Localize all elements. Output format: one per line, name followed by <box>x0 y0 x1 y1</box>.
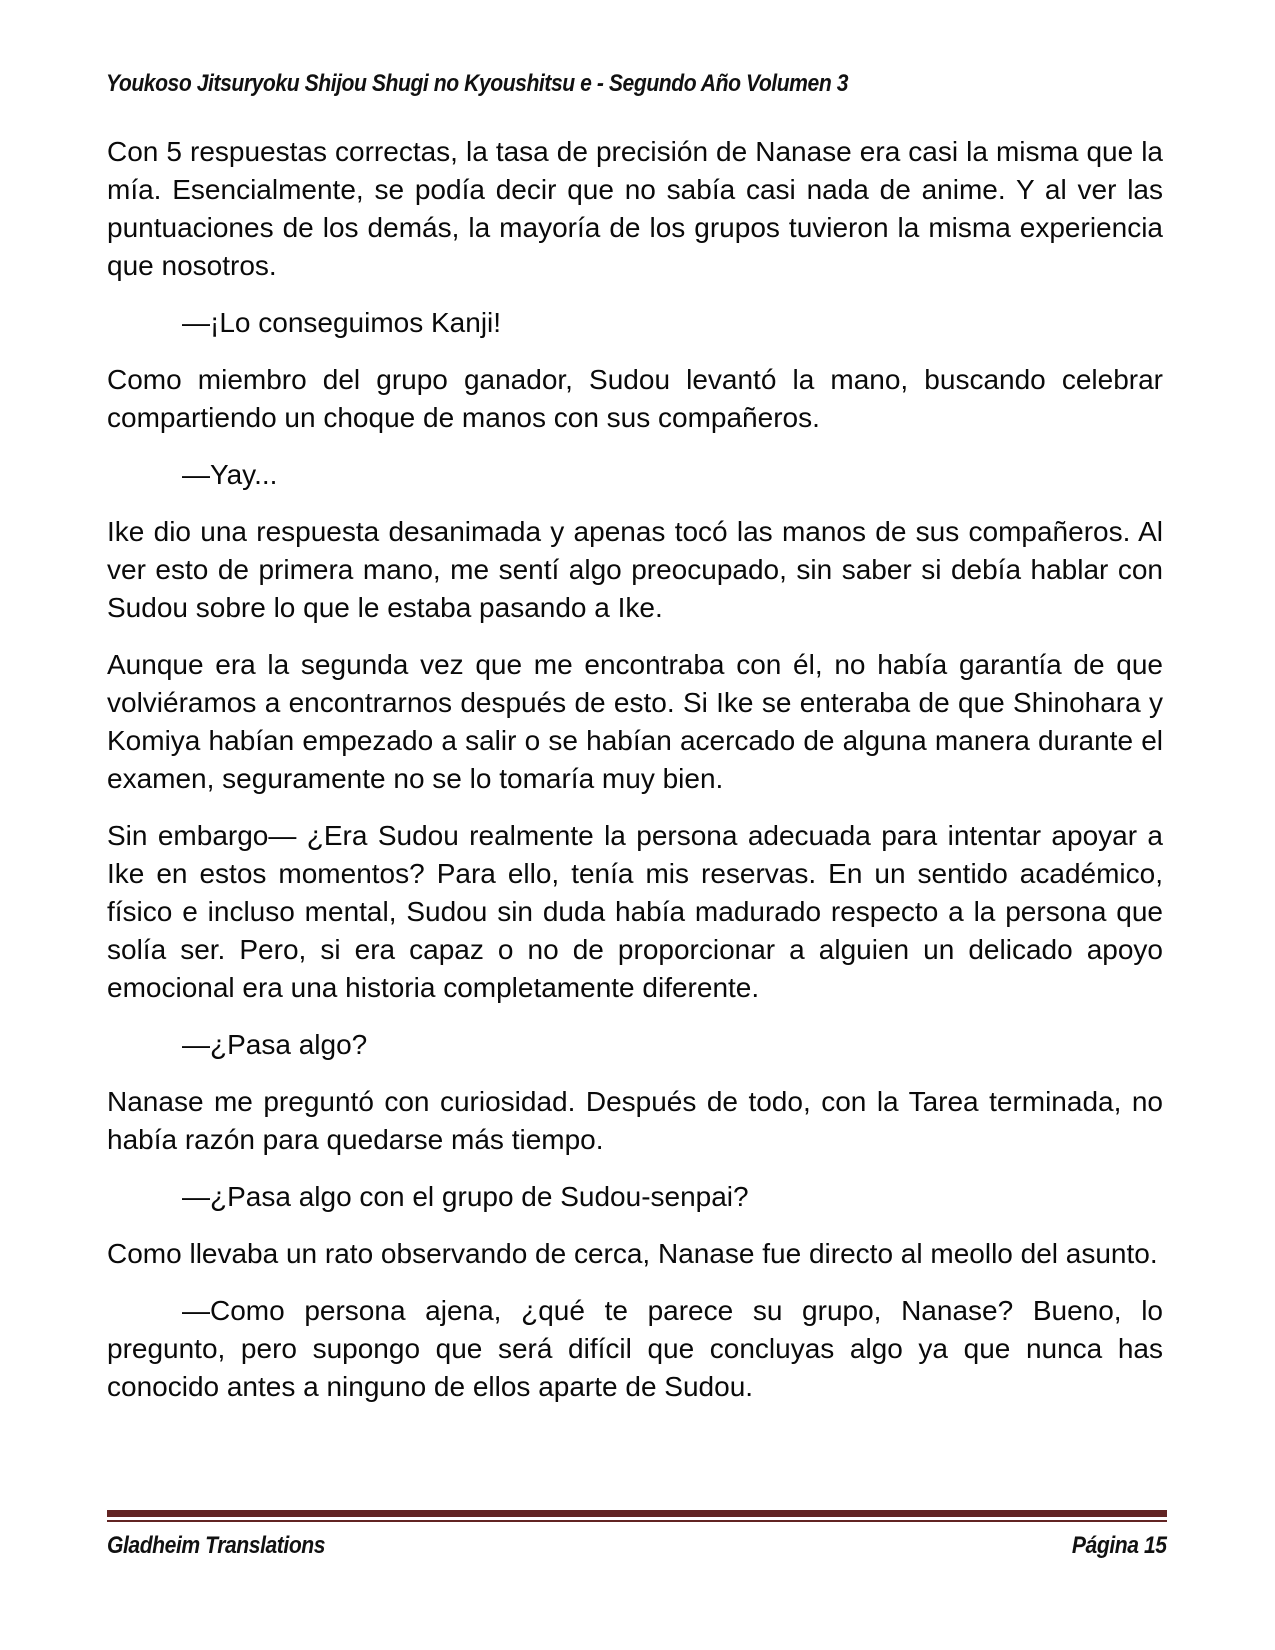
page-footer <box>107 1510 1167 1560</box>
footer-row <box>107 1532 1167 1560</box>
dialogue-paragraph: —¿Pasa algo? <box>182 1029 368 1060</box>
footer-translator-credit: Gladheim Translations <box>107 1532 326 1559</box>
narration-paragraph: Como llevaba un rato observando de cerca, Nanase fue directo al meollo del asunto. <box>107 1238 1158 1269</box>
narration-paragraph: Con 5 respuestas correctas, la tasa de precisión de Nanase era casi la misma que la mía. Esencialmente, se podía decir que no sabía casi nada de anime. Y al ver las puntuaciones de los demás, la mayoría de los grupos tuvieron la misma experiencia que nosotros. <box>107 136 1163 281</box>
dialogue-paragraph: —¿Pasa algo con el grupo de Sudou-senpai? <box>182 1181 749 1212</box>
footer-rule-thick <box>107 1510 1167 1517</box>
narration-paragraph: Ike dio una respuesta desanimada y apenas tocó las manos de sus compañeros. Al ver esto de primera mano, me sentí algo preocupado, sin saber si debía hablar con Sudou sobre lo que le estaba pasando a Ike. <box>107 516 1163 623</box>
dialogue-paragraph: —¡Lo conseguimos Kanji! <box>182 307 502 338</box>
footer-rule-thin <box>107 1520 1167 1522</box>
document-title: Youkoso Jitsuryoku Shijou Shugi no Kyoushitsu e - Segundo Año Volumen 3 <box>106 70 849 97</box>
dialogue-paragraph: —Como persona ajena, ¿qué te parece su grupo, Nanase? Bueno, lo pregunto, pero supongo que será difícil que concluyas algo ya que nunca has conocido antes a ninguno de ellos aparte de Sudou. <box>107 1295 1163 1402</box>
narration-paragraph: Aunque era la segunda vez que me encontraba con él, no había garantía de que volviéramos a encontrarnos después de esto. Si Ike se enteraba de que Shinohara y Komiya habían empezado a salir o se habían acercado de alguna manera durante el examen, seguramente no se lo tomaría muy bien. <box>107 649 1163 794</box>
narration-paragraph: Nanase me preguntó con curiosidad. Después de todo, con la Tarea terminada, no había razón para quedarse más tiempo. <box>107 1086 1163 1155</box>
narration-paragraph: Sin embargo— ¿Era Sudou realmente la persona adecuada para intentar apoyar a Ike en estos momentos? Para ello, tenía mis reservas. En un sentido académico, físico e incluso mental, Sudou sin duda había madurado respecto a la persona que solía ser. Pero, si era capaz o no de proporcionar a alguien un delicado apoyo emocional era una historia completamente diferente. <box>107 820 1163 1003</box>
document-body <box>107 133 1163 1425</box>
narration-paragraph: Como miembro del grupo ganador, Sudou levantó la mano, buscando celebrar compartiendo un choque de manos con sus compañeros. <box>107 364 1163 433</box>
dialogue-paragraph: —Yay... <box>182 459 278 490</box>
footer-page-number: Página 15 <box>1072 1532 1167 1559</box>
page-header <box>106 70 1163 98</box>
